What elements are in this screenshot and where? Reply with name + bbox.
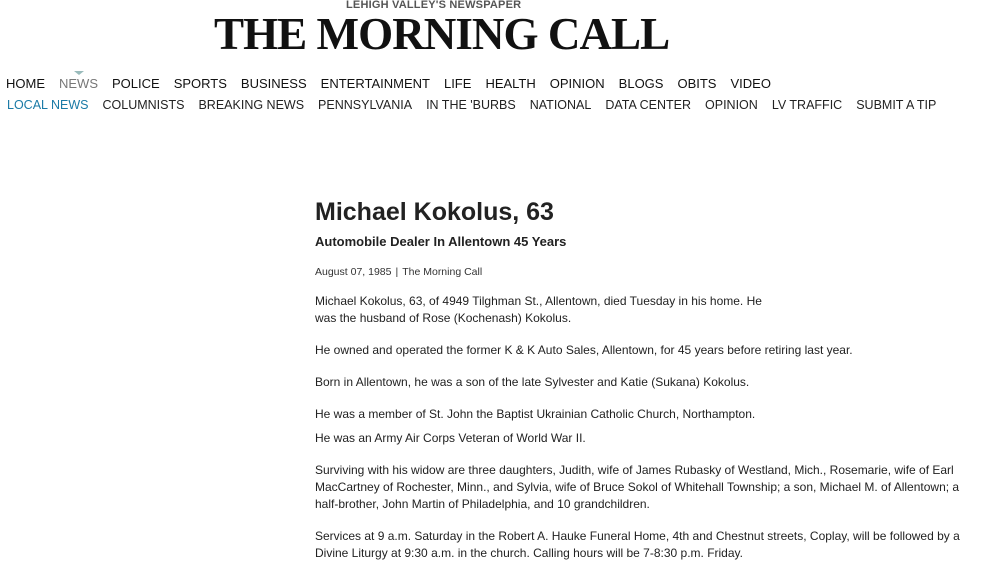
article-subhead: Automobile Dealer In Allentown 45 Years xyxy=(315,234,567,249)
subnav-item-pennsylvania[interactable]: PENNSYLVANIA xyxy=(318,98,413,112)
nav-item-news[interactable]: NEWS xyxy=(59,76,98,91)
article-body xyxy=(315,293,975,562)
subnav-item-in-the-burbs[interactable]: IN THE 'BURBS xyxy=(426,98,516,112)
nav-item-blogs[interactable]: BLOGS xyxy=(618,76,664,91)
subnav-item-national[interactable]: NATIONAL xyxy=(529,98,592,112)
nav-item-business[interactable]: BUSINESS xyxy=(240,76,307,91)
article-date: August 07, 1985 xyxy=(315,266,392,278)
article-paragraph: Michael Kokolus, 63, of 4949 Tilghman St., Allentown, died Tuesday in his home. He was the husband of Rose (Kochenash) Kokolus. xyxy=(315,294,762,325)
article-paragraph: He owned and operated the former K & K Auto Sales, Allentown, for 45 years before retiring last year. xyxy=(315,343,853,357)
subnav-item-breaking-news[interactable]: BREAKING NEWS xyxy=(198,98,305,112)
subnav-item-lv-traffic[interactable]: LV TRAFFIC xyxy=(771,98,843,112)
subnav-item-local-news[interactable]: LOCAL NEWS xyxy=(7,98,89,112)
nav-item-police[interactable]: POLICE xyxy=(112,76,160,91)
article-paragraph: He was an Army Air Corps Veteran of World War II. xyxy=(315,431,586,445)
nav-item-obits[interactable]: OBITS xyxy=(677,76,717,91)
article-headline: Michael Kokolus, 63 xyxy=(315,198,554,226)
subnav-item-opinion[interactable]: OPINION xyxy=(705,98,758,112)
nav-item-entertainment[interactable]: ENTERTAINMENT xyxy=(320,76,430,91)
article-dateline xyxy=(315,265,975,279)
nav-item-home[interactable]: HOME xyxy=(6,76,45,91)
article-paragraph: Surviving with his widow are three daughters, Judith, wife of James Rubasky of Westland, Mich., Rosemarie, wife of Earl MacCartney of Rochester, Minn., and Sylvia, wife of Bruce Sokol of Whitehall Township; a son, Michael M. of Allentown; a half-brother, John Martin of Philadelphia, and 10 grandchildren. xyxy=(315,463,960,511)
article xyxy=(315,197,975,577)
subnav-item-data-center[interactable]: DATA CENTER xyxy=(605,98,692,112)
subnav-item-columnists[interactable]: COLUMNISTS xyxy=(102,98,185,112)
nav-item-sports[interactable]: SPORTS xyxy=(173,76,227,91)
dateline-separator: | xyxy=(395,266,399,278)
nav-item-health[interactable]: HEALTH xyxy=(485,76,536,91)
primary-nav xyxy=(6,76,785,92)
nav-item-life[interactable]: LIFE xyxy=(443,76,472,91)
newspaper-logo[interactable]: THE MORNING CALL xyxy=(214,8,670,59)
nav-item-opinion[interactable]: OPINION xyxy=(549,76,605,91)
nav-item-video[interactable]: VIDEO xyxy=(730,76,771,91)
article-paragraph: Services at 9 a.m. Saturday in the Robert A. Hauke Funeral Home, 4th and Chestnut streets, Coplay, will be followed by a Divine Liturgy at 9:30 a.m. in the church. Calling hours will be 7-8:30 p.m. Friday. xyxy=(315,529,960,560)
secondary-nav xyxy=(7,97,950,113)
article-paragraph: He was a member of St. John the Baptist Ukrainian Catholic Church, Northampton. xyxy=(315,407,756,421)
article-paragraph: Born in Allentown, he was a son of the late Sylvester and Katie (Sukana) Kokolus. xyxy=(315,375,750,389)
masthead-tagline: LEHIGH VALLEY'S NEWSPAPER xyxy=(346,0,522,11)
subnav-item-submit-a-tip[interactable]: SUBMIT A TIP xyxy=(856,98,937,112)
article-source[interactable]: The Morning Call xyxy=(402,266,483,278)
masthead xyxy=(0,0,1004,60)
